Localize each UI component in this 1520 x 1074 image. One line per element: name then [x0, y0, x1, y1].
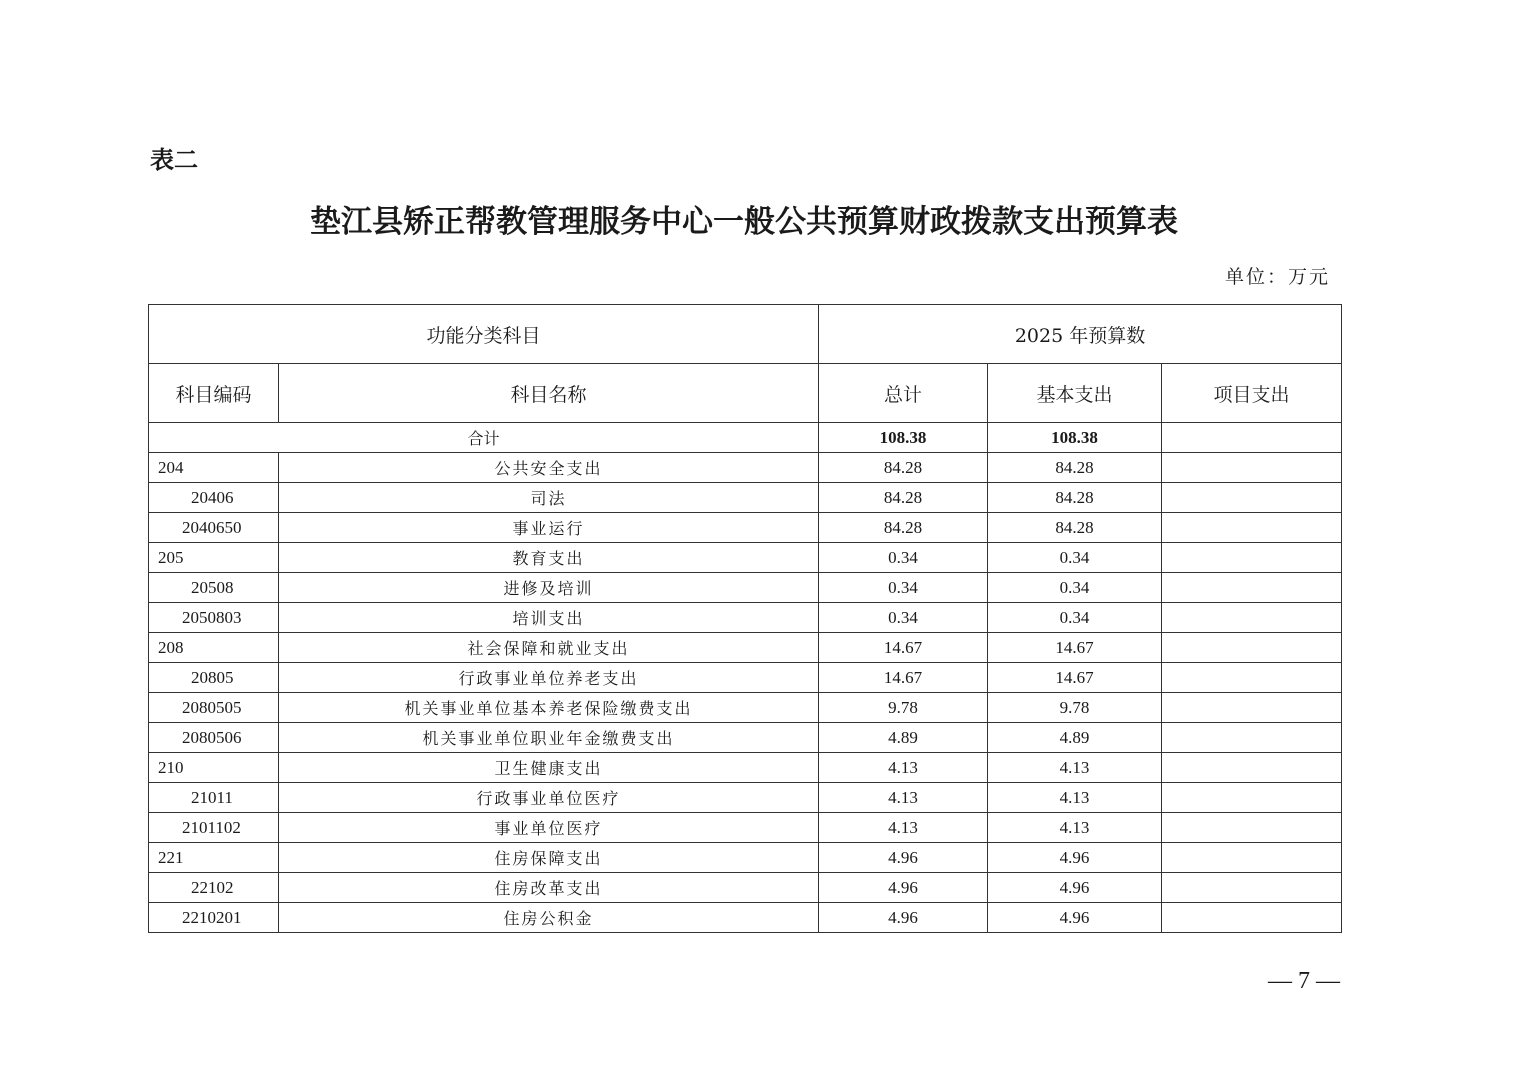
row-code: 2080505 — [149, 693, 279, 723]
row-project — [1162, 603, 1342, 633]
row-total: 4.13 — [819, 783, 988, 813]
row-name: 进修及培训 — [279, 573, 819, 603]
page-title: 垫江县矫正帮教管理服务中心一般公共预算财政拨款支出预算表 — [310, 204, 1178, 240]
row-name: 行政事业单位养老支出 — [279, 663, 819, 693]
row-basic: 4.96 — [988, 843, 1162, 873]
row-name: 培训支出 — [279, 603, 819, 633]
row-code: 2080506 — [149, 723, 279, 753]
row-name: 机关事业单位基本养老保险缴费支出 — [279, 693, 819, 723]
row-total: 4.13 — [819, 813, 988, 843]
row-code: 210 — [149, 753, 279, 783]
row-code: 20406 — [149, 483, 279, 513]
basic-column-header: 基本支出 — [988, 364, 1162, 423]
row-code: 2210201 — [149, 903, 279, 933]
row-total: 84.28 — [819, 513, 988, 543]
row-project — [1162, 663, 1342, 693]
row-basic: 0.34 — [988, 543, 1162, 573]
row-project — [1162, 513, 1342, 543]
row-basic: 4.13 — [988, 783, 1162, 813]
column-header-row — [149, 364, 1342, 423]
row-name: 司法 — [279, 483, 819, 513]
budget-table — [148, 304, 1342, 933]
row-basic: 0.34 — [988, 603, 1162, 633]
row-project — [1162, 753, 1342, 783]
row-total: 14.67 — [819, 663, 988, 693]
row-name: 机关事业单位职业年金缴费支出 — [279, 723, 819, 753]
budget-year-header: 2025 年预算数 — [819, 305, 1342, 364]
row-code: 2040650 — [149, 513, 279, 543]
table-row — [149, 453, 1342, 483]
total-basic: 108.38 — [988, 423, 1162, 453]
row-basic: 4.96 — [988, 873, 1162, 903]
table-row — [149, 753, 1342, 783]
table-row — [149, 903, 1342, 933]
row-total: 4.96 — [819, 843, 988, 873]
row-name: 事业单位医疗 — [279, 813, 819, 843]
row-total: 4.96 — [819, 903, 988, 933]
row-basic: 4.89 — [988, 723, 1162, 753]
table-row — [149, 663, 1342, 693]
row-name: 社会保障和就业支出 — [279, 633, 819, 663]
table-row — [149, 633, 1342, 663]
row-total: 4.96 — [819, 873, 988, 903]
row-code: 208 — [149, 633, 279, 663]
row-basic: 14.67 — [988, 633, 1162, 663]
row-code: 20805 — [149, 663, 279, 693]
table-row — [149, 573, 1342, 603]
row-basic: 84.28 — [988, 453, 1162, 483]
table-row — [149, 693, 1342, 723]
row-code: 2101102 — [149, 813, 279, 843]
row-total: 14.67 — [819, 633, 988, 663]
row-name: 教育支出 — [279, 543, 819, 573]
group-header-row — [149, 305, 1342, 364]
row-project — [1162, 783, 1342, 813]
row-project — [1162, 723, 1342, 753]
row-basic: 4.13 — [988, 753, 1162, 783]
row-name: 事业运行 — [279, 513, 819, 543]
total-sum: 108.38 — [819, 423, 988, 453]
row-basic: 84.28 — [988, 483, 1162, 513]
code-column-header: 科目编码 — [149, 364, 279, 423]
table-row — [149, 813, 1342, 843]
row-code: 20508 — [149, 573, 279, 603]
row-name: 住房公积金 — [279, 903, 819, 933]
row-total: 0.34 — [819, 573, 988, 603]
unit-note: 单位：万元 — [1224, 266, 1330, 288]
row-basic: 84.28 — [988, 513, 1162, 543]
row-total: 9.78 — [819, 693, 988, 723]
row-basic: 14.67 — [988, 663, 1162, 693]
row-code: 22102 — [149, 873, 279, 903]
row-project — [1162, 903, 1342, 933]
row-basic: 9.78 — [988, 693, 1162, 723]
row-project — [1162, 813, 1342, 843]
row-code: 221 — [149, 843, 279, 873]
row-total: 0.34 — [819, 603, 988, 633]
row-name: 卫生健康支出 — [279, 753, 819, 783]
function-class-header: 功能分类科目 — [149, 305, 819, 364]
row-total: 84.28 — [819, 453, 988, 483]
table-row — [149, 483, 1342, 513]
total-row — [149, 423, 1342, 453]
row-project — [1162, 453, 1342, 483]
table-row — [149, 723, 1342, 753]
table-row — [149, 873, 1342, 903]
row-project — [1162, 633, 1342, 663]
name-column-header: 科目名称 — [279, 364, 819, 423]
total-column-header: 总计 — [819, 364, 988, 423]
row-code: 2050803 — [149, 603, 279, 633]
row-basic: 4.13 — [988, 813, 1162, 843]
row-project — [1162, 843, 1342, 873]
row-name: 公共安全支出 — [279, 453, 819, 483]
row-project — [1162, 543, 1342, 573]
row-name: 住房改革支出 — [279, 873, 819, 903]
row-total: 4.89 — [819, 723, 988, 753]
row-code: 205 — [149, 543, 279, 573]
row-code: 204 — [149, 453, 279, 483]
project-column-header: 项目支出 — [1162, 364, 1342, 423]
row-total: 4.13 — [819, 753, 988, 783]
table-row — [149, 603, 1342, 633]
page-number: — 7 — — [1268, 968, 1340, 994]
table-label: 表二 — [150, 146, 198, 174]
table-row — [149, 513, 1342, 543]
row-project — [1162, 573, 1342, 603]
row-basic: 4.96 — [988, 903, 1162, 933]
row-project — [1162, 483, 1342, 513]
row-project — [1162, 693, 1342, 723]
table-body — [149, 423, 1342, 933]
table-row — [149, 843, 1342, 873]
total-project — [1162, 423, 1342, 453]
row-total: 84.28 — [819, 483, 988, 513]
table-row — [149, 783, 1342, 813]
total-label: 合计 — [149, 423, 819, 453]
table-row — [149, 543, 1342, 573]
row-code: 21011 — [149, 783, 279, 813]
row-project — [1162, 873, 1342, 903]
row-basic: 0.34 — [988, 573, 1162, 603]
row-name: 行政事业单位医疗 — [279, 783, 819, 813]
row-name: 住房保障支出 — [279, 843, 819, 873]
row-total: 0.34 — [819, 543, 988, 573]
